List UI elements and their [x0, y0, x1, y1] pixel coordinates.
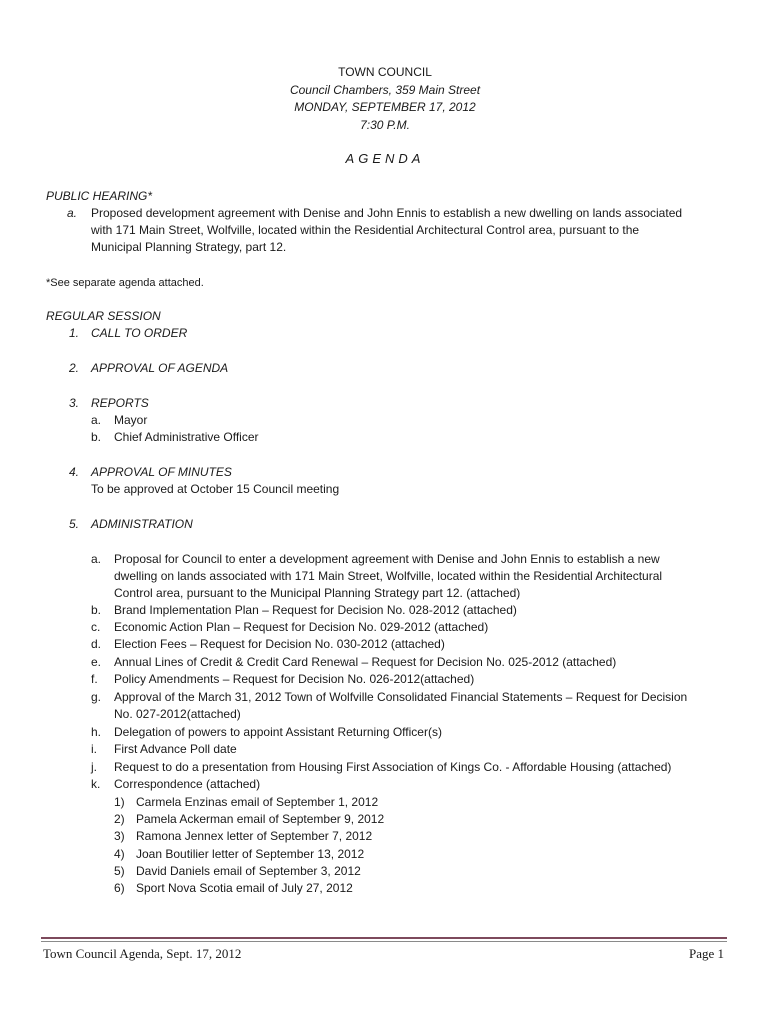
admin-item-line: Policy Amendments – Request for Decision No. 026-2012(attached): [114, 672, 475, 686]
correspondence-number: 3): [114, 829, 125, 843]
item-letter: h.: [91, 725, 102, 739]
admin-item-line: Delegation of powers to appoint Assistant Returning Officer(s): [114, 725, 442, 739]
section-number: 2.: [69, 361, 80, 375]
minutes-note: To be approved at October 15 Council meeting: [91, 482, 340, 496]
footer-rule-thin: [41, 941, 727, 942]
public-hearing-item-letter: a.: [67, 206, 78, 220]
admin-item-line: No. 027-2012(attached): [114, 707, 241, 721]
correspondence-number: 4): [114, 847, 125, 861]
public-hearing-item-line: with 171 Main Street, Wolfville, located within the Residential Architectural Control area, pursuant to the: [91, 223, 640, 237]
section-title-reports: REPORTS: [91, 396, 149, 410]
council-name: TOWN COUNCIL: [338, 65, 432, 79]
section-title-approval-of-agenda: APPROVAL OF AGENDA: [91, 361, 229, 375]
section-number: 4.: [69, 465, 80, 479]
regular-session-heading: REGULAR SESSION: [46, 309, 161, 323]
section-number: 1.: [69, 326, 80, 340]
correspondence-number: 6): [114, 881, 125, 895]
public-hearing-item-line: Municipal Planning Strategy, part 12.: [91, 240, 287, 254]
item-letter: g.: [91, 690, 102, 704]
section-number: 5.: [69, 517, 80, 531]
item-letter: a.: [91, 552, 102, 566]
admin-item-line: Annual Lines of Credit & Credit Card Renewal – Request for Decision No. 025-2012 (attached): [114, 655, 617, 669]
item-letter: b.: [91, 603, 102, 617]
footer-rule: [41, 937, 727, 939]
correspondence-number: 1): [114, 795, 125, 809]
admin-item-line: First Advance Poll date: [114, 742, 237, 756]
public-hearing-item-line: Proposed development agreement with Denise and John Ennis to establish a new dwelling on lands associated: [91, 206, 683, 220]
separate-agenda-note: *See separate agenda attached.: [46, 277, 204, 289]
item-letter: c.: [91, 620, 101, 634]
admin-item-line: Control area, pursuant to the Municipal Planning Strategy part 12. (attached): [114, 586, 521, 600]
correspondence-item: Carmela Enzinas email of September 1, 2012: [136, 795, 379, 809]
item-letter: k.: [91, 777, 101, 791]
correspondence-item: Ramona Jennex letter of September 7, 2012: [136, 829, 373, 843]
meeting-header: [0, 64, 770, 134]
item-letter: f.: [91, 672, 98, 686]
item-letter: j.: [91, 760, 97, 774]
admin-item-line: dwelling on lands associated with 171 Main Street, Wolfville, located within the Residential Architectural: [114, 569, 663, 583]
agenda-title: AGENDA: [345, 151, 425, 166]
correspondence-item: David Daniels email of September 3, 2012: [136, 864, 361, 878]
correspondence-item: Joan Boutilier letter of September 13, 2012: [136, 847, 365, 861]
correspondence-item: Sport Nova Scotia email of July 27, 2012: [136, 881, 353, 895]
item-letter: e.: [91, 655, 102, 669]
admin-item-line: Approval of the March 31, 2012 Town of Wolfville Consolidated Financial Statements – Request for Decision: [114, 690, 688, 704]
meeting-location: Council Chambers, 359 Main Street: [289, 82, 481, 97]
admin-item-line: Correspondence (attached): [114, 777, 261, 791]
admin-item-line: Proposal for Council to enter a development agreement with Denise and John Ennis to establish a new: [114, 552, 660, 566]
section-title-administration: ADMINISTRATION: [91, 517, 193, 531]
item-letter: d.: [91, 637, 102, 651]
correspondence-number: 2): [114, 812, 125, 826]
item-letter: a.: [91, 413, 102, 427]
meeting-date: MONDAY, SEPTEMBER 17, 2012: [294, 100, 476, 114]
section-title-approval-of-minutes: APPROVAL OF MINUTES: [91, 465, 232, 479]
footer-document-title: Town Council Agenda, Sept. 17, 2012: [43, 946, 242, 961]
item-letter: i.: [91, 742, 97, 756]
footer-page-number: Page 1: [688, 946, 724, 961]
correspondence-number: 5): [114, 864, 125, 878]
admin-item-line: Request to do a presentation from Housing First Association of Kings Co. - Affordable Housing (attached): [114, 760, 672, 774]
section-number: 3.: [69, 396, 80, 410]
section-title-call-to-order: CALL TO ORDER: [91, 326, 188, 340]
meeting-time: 7:30 P.M.: [360, 117, 410, 132]
admin-item-line: Brand Implementation Plan – Request for Decision No. 028-2012 (attached): [114, 603, 517, 617]
item-letter: b.: [91, 430, 102, 444]
report-item-cao: Chief Administrative Officer: [114, 430, 259, 444]
correspondence-item: Pamela Ackerman email of September 9, 2012: [136, 812, 385, 826]
admin-item-line: Economic Action Plan – Request for Decision No. 029-2012 (attached): [114, 620, 489, 634]
public-hearing-heading: PUBLIC HEARING*: [46, 189, 153, 203]
admin-item-line: Election Fees – Request for Decision No. 030-2012 (attached): [114, 637, 445, 651]
report-item-mayor: Mayor: [114, 413, 148, 427]
